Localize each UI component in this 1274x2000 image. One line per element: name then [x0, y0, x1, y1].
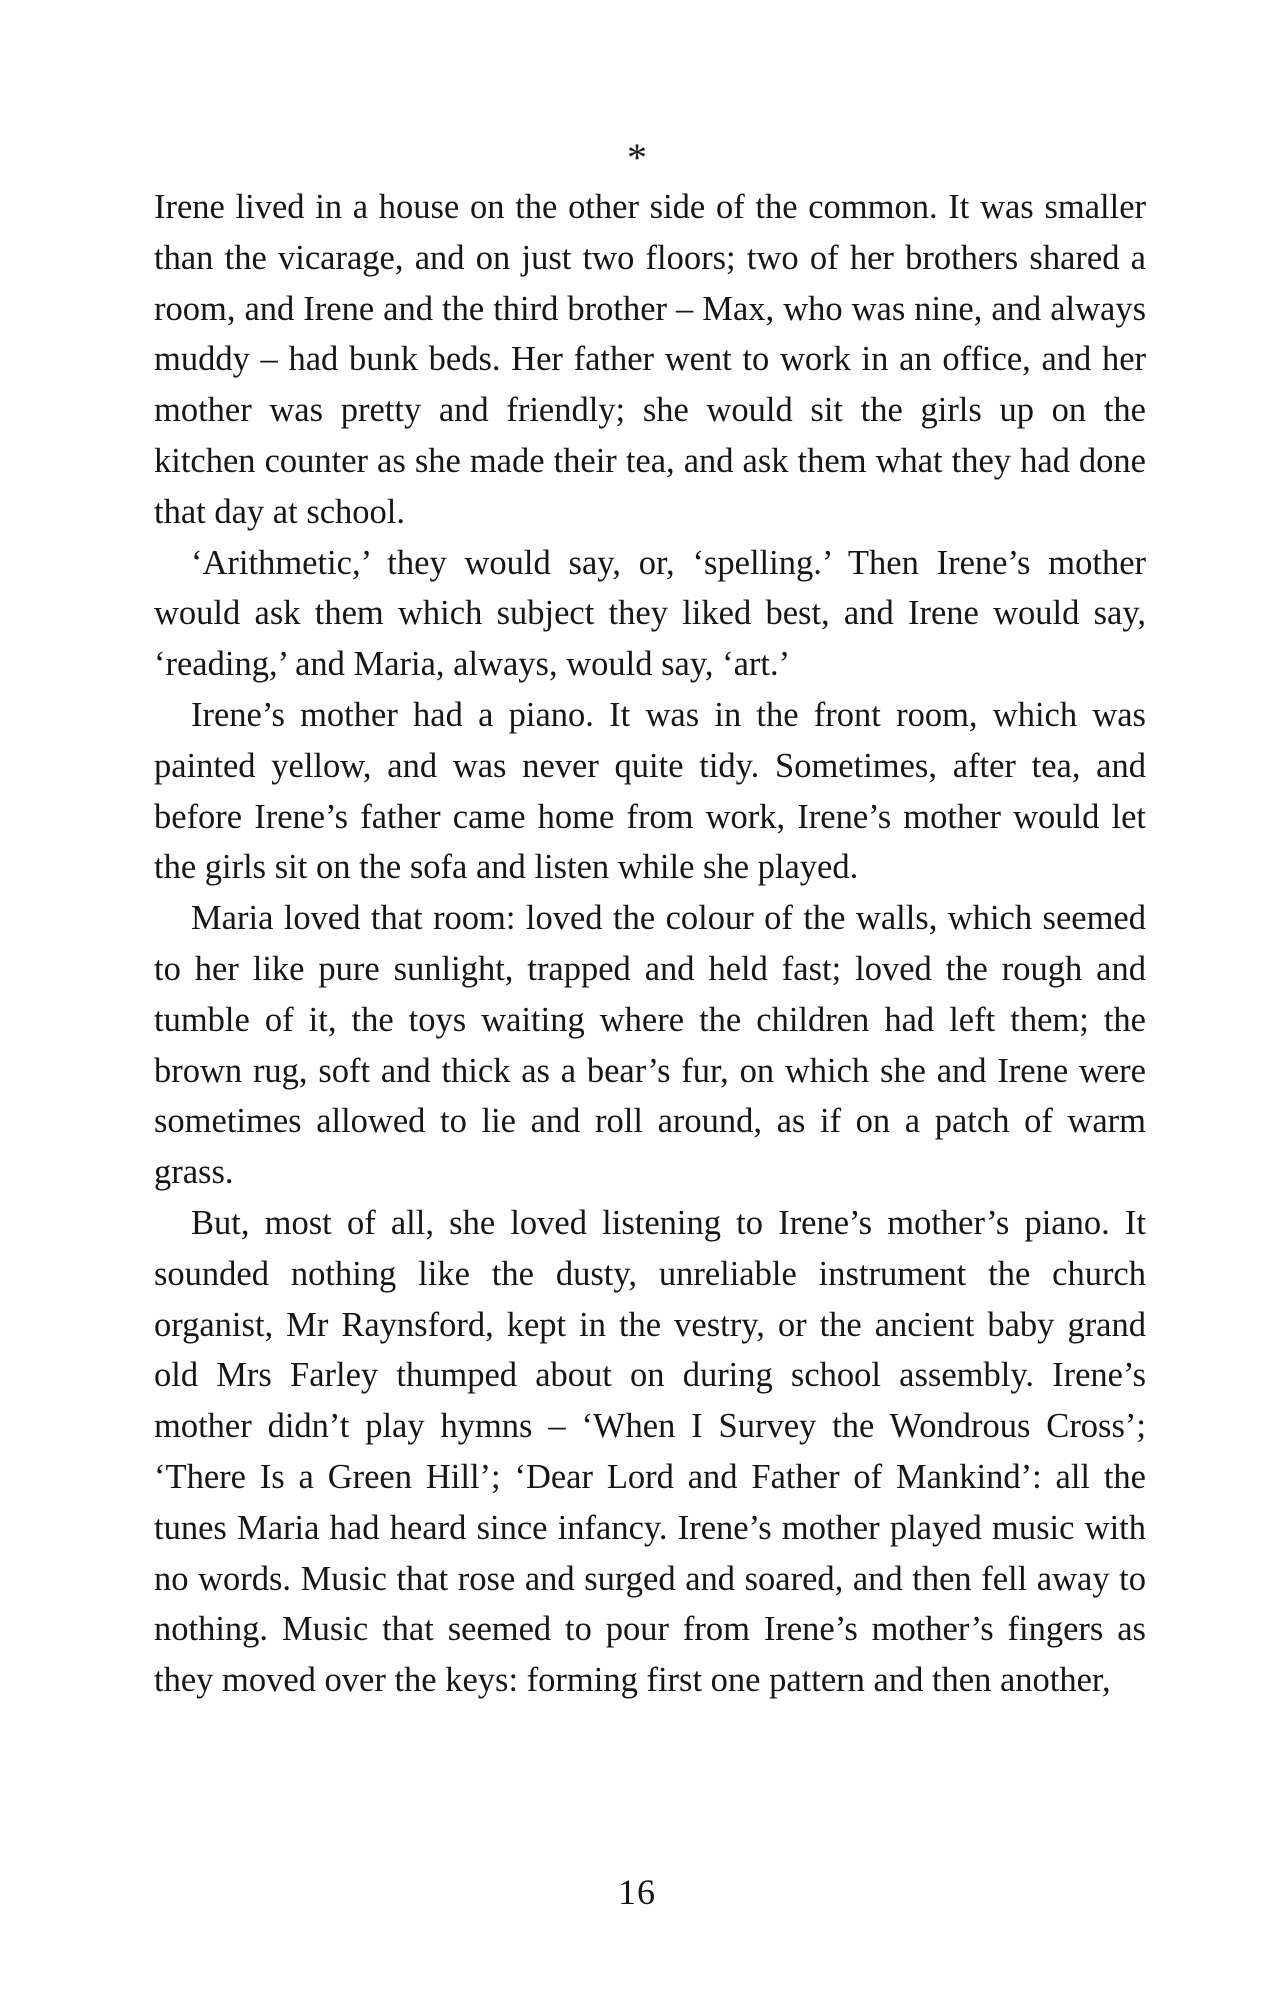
- body-text: [154, 182, 1146, 1706]
- section-break-asterisk: *: [627, 135, 647, 180]
- paragraph-arithmetic: ‘Arithmetic,’ they would say, or, ‘spelling.’ Then Irene’s mother would ask them which subject they liked best, and Irene would say, ‘reading,’ and Maria, always, would say, ‘art.’: [154, 543, 1146, 684]
- paragraph-yellow-room: Maria loved that room: loved the colour of the walls, which seemed to her like pure sunlight, trapped and held fast; loved the rough and tumble of it, the toys waiting where the children had left them; the brown rug, soft and thick as a bear’s fur, on which she and Irene were sometimes allowed to lie and roll around, as if on a patch of warm grass.: [154, 899, 1146, 1192]
- paragraph-piano: Irene’s mother had a piano. It was in the front room, which was painted yellow, and was never quite tidy. Sometimes, after tea, and before Irene’s father came home from work, Irene’s mother would let the girls sit on the sofa and listen while she played.: [154, 695, 1146, 887]
- paragraph-music: But, most of all, she loved listening to Irene’s mother’s piano. It sounded nothing like the dusty, unreliable instrument the church organist, Mr Raynsford, kept in the vestry, or the ancient baby grand old Mrs Farley thumped about on during school assembly. Irene’s mother didn’t play hymns – ‘When I Survey the Wondrous Cross’; ‘There Is a Green Hill’; ‘Dear Lord and Father of Mankind’: all the tunes Maria had heard since infancy. Irene’s mother played music with no words. Music that rose and surged and soared, and then fell away to nothing. Music that seemed to pour from Irene’s mother’s fingers as they moved over the keys: forming first one pattern and then another,: [154, 1203, 1146, 1700]
- page-number: 16: [618, 1872, 656, 1912]
- paragraph-irene-house: Irene lived in a house on the other side of the common. It was smaller than the vicarage, and on just two floors; two of her brothers shared a room, and Irene and the third brother – Max, who was nine, and always muddy – had bunk beds. Her father went to work in an office, and her mother was pretty and friendly; she would sit the girls up on the kitchen counter as she made their tea, and ask them what they had done that day at school.: [154, 188, 1146, 531]
